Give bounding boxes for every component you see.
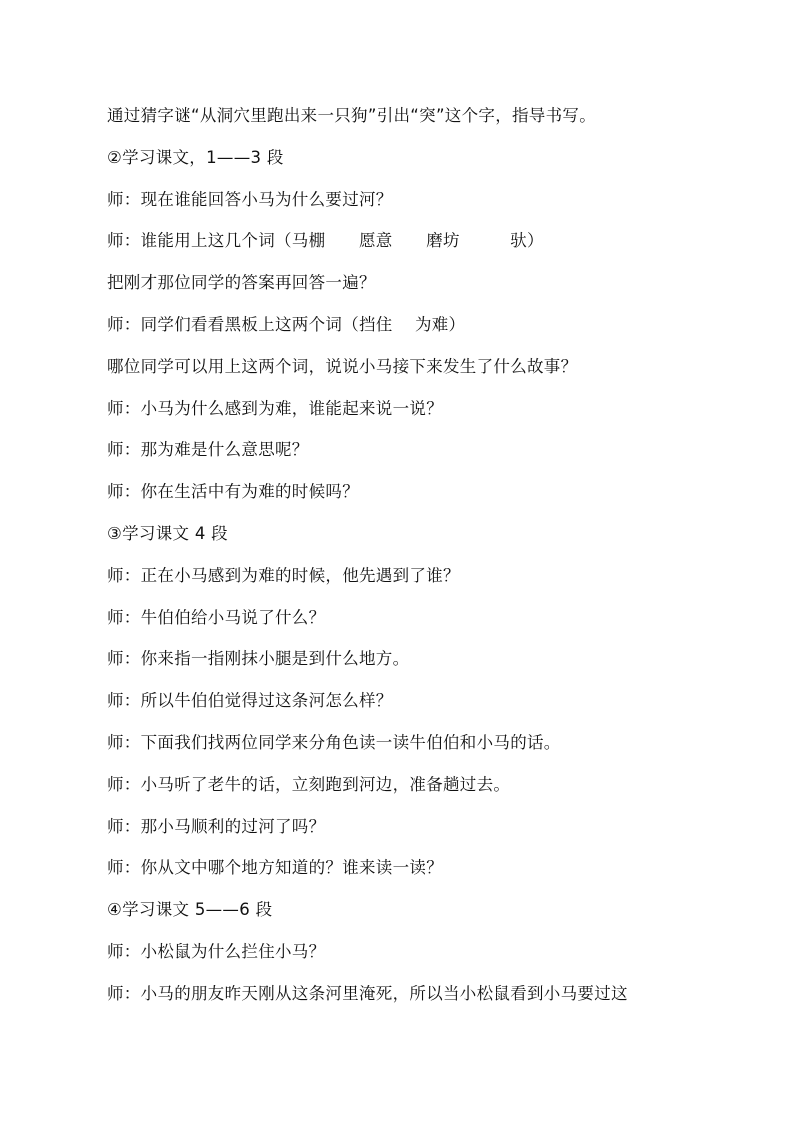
text-line: 师：正在小马感到为难的时候，他先遇到了谁？	[107, 565, 460, 585]
text-line: 师：那小马顺利的过河了吗？	[107, 816, 326, 836]
lesson-text-body	[107, 104, 707, 1024]
text-line: 师：现在谁能回答小马为什么要过河？	[107, 189, 393, 209]
text-line: 师：牛伯伯给小马说了什么？	[107, 607, 326, 627]
section-heading: ②学习课文，1——3 段	[107, 147, 284, 167]
section-heading: ③学习课文 4 段	[107, 523, 228, 543]
text-line: 师：你在生活中有为难的时候吗？	[107, 482, 359, 502]
text-line: 师：所以牛伯伯觉得过这条河怎么样？	[107, 691, 393, 711]
text-line: 哪位同学可以用上这两个词，说说小马接下来发生了什么故事？	[107, 356, 578, 376]
text-line: 师：你从文中哪个地方知道的？谁来读一读？	[107, 858, 443, 878]
text-line: 师：小马的朋友昨天刚从这条河里淹死，所以当小松鼠看到小马要过这	[107, 983, 628, 1003]
text-line: 师：同学们看看黑板上这两个词（挡住 为难）	[107, 314, 466, 334]
section-heading: ④学习课文 5——6 段	[107, 900, 273, 920]
text-line: 师：那为难是什么意思呢？	[107, 440, 309, 460]
text-line: 师：小马听了老牛的话，立刻跑到河边，准备趟过去。	[107, 774, 511, 794]
text-line: 师：下面我们找两位同学来分角色读一读牛伯伯和小马的话。	[107, 732, 561, 752]
text-line: 把刚才那位同学的答案再回答一遍？	[107, 273, 376, 293]
text-line: 师：小松鼠为什么拦住小马？	[107, 941, 326, 961]
text-line: 师：你来指一指刚抹小腿是到什么地方。	[107, 649, 410, 669]
text-line: 通过猜字谜“从洞穴里跑出来一只狗”引出“突”这个字，指导书写。	[107, 106, 596, 125]
text-line: 师：小马为什么感到为难，谁能起来说一说？	[107, 398, 443, 418]
text-line: 师：谁能用上这几个词（马棚 愿意 磨坊 驮）	[107, 231, 544, 251]
